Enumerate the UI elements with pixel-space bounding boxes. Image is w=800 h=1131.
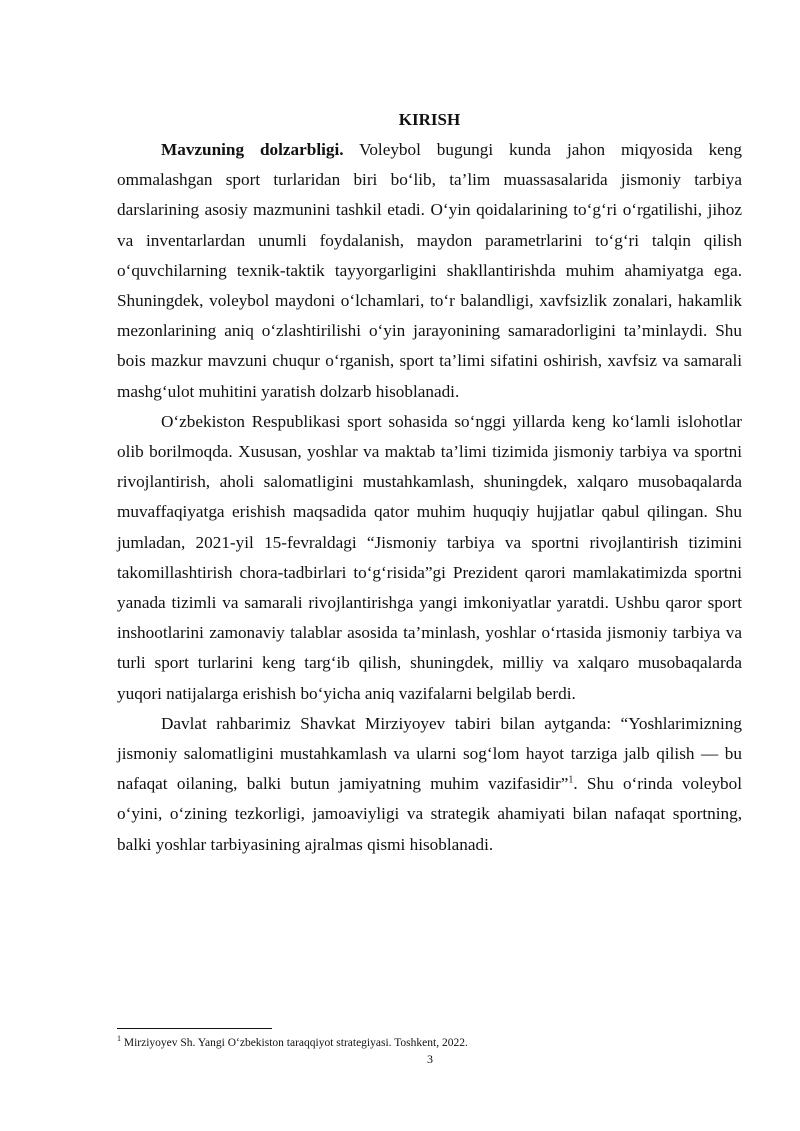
section-heading: KIRISH — [398, 110, 461, 129]
quote-continuation: . Shu o‘rinda voleybol o‘yini, o‘zining tezkorligi, jamoaviyligi va strategik ahamiyati bilan nafaqat sportning, balki yoshlar tarbiyasining ajralmas qismi hisoblanadi. — [117, 774, 742, 854]
paragraph-lead: Mavzuning dolzarbligi. — [161, 140, 344, 159]
footnote-marker: 1 — [117, 1034, 121, 1044]
document-body — [117, 105, 742, 860]
paragraph-quote — [117, 709, 742, 860]
paragraph-text: Voleybol bugungi kunda jahon miqyosida keng ommalashgan sport turlaridan biri bo‘lib, ta’lim muassasalarida jismoniy tarbiya darslarining asosiy mazmunini tashkil etadi. O‘yin qoidalarining to‘g‘ri o‘rgatilishi, jihoz va inventarlardan unumli foydalanish, maydon parametrlarini to‘g‘ri talqin qilish o‘quvchilarning texnik-taktik tayyorgarligini shakllantirishda muhim ahamiyatga ega. Shuningdek, voleybol maydoni o‘lchamlari, to‘r balandligi, xavfsizlik zonalari, hakamlik mezonlarining aniq o‘zlashtirilishi o‘yin jarayonining samaradorligini ta’minlaydi. Shu bois mazkur mavzuni chuqur o‘rganish, sport ta’limi sifatini oshirish, xavfsiz va samarali mashg‘ulot muhitini yaratish dolzarb hisoblanadi. — [117, 140, 742, 401]
paragraph-reforms: O‘zbekiston Respublikasi sport sohasida so‘nggi yillarda keng ko‘lamli islohotlar olib borilmoqda. Xususan, yoshlar va maktab ta’limi tizimida jismoniy tarbiya va sportni rivojlantirish, aholi salomatligini mustahkamlash, shuningdek, xalqaro musobaqalarda muvaffaqiyatga erishish maqsadida qator muhim huquqiy hujjatlar qabul qilingan. Shu jumladan, 2021-yil 15-fevraldagi “Jismoniy tarbiya va sportni rivojlantirish tizimini takomillashtirish chora-tadbirlari to‘g‘risida”gi Prezident qarori mamlakatimizda sportni yanada tizimli va samarali rivojlantirishga yangi imkoniyatlar yaratdi. Ushbu qaror sport inshootlarini zamonaviy talablar asosida ta’minlash, yoshlar o‘rtasida jismoniy tarbiya va turli sport turlarini keng targ‘ib qilish, shuningdek, milliy va xalqaro musobaqalarda yuqori natijalarga erishish bo‘yicha aniq vazifalarni belgilab berdi. — [117, 411, 742, 703]
paragraph-relevance — [117, 135, 742, 407]
footnote-separator — [117, 1028, 272, 1029]
quote-text: Davlat rahbarimiz Shavkat Mirziyoyev tabiri bilan aytganda: “Yoshlarimizning jismoniy salomatligini mustahkamlash va ularni sog‘lom hayot tarziga jalb qilish — bu nafaqat oilaning, balki butun jamiyatning muhim vazifasidir” — [117, 713, 742, 794]
footnote — [117, 1036, 742, 1051]
footnote-reference[interactable]: 1 — [568, 774, 574, 786]
footnote-text: Mirziyoyev Sh. Yangi O‘zbekiston taraqqiyot strategiyasi. Toshkent, 2022. — [121, 1037, 468, 1049]
page-number: 3 — [427, 1052, 433, 1066]
